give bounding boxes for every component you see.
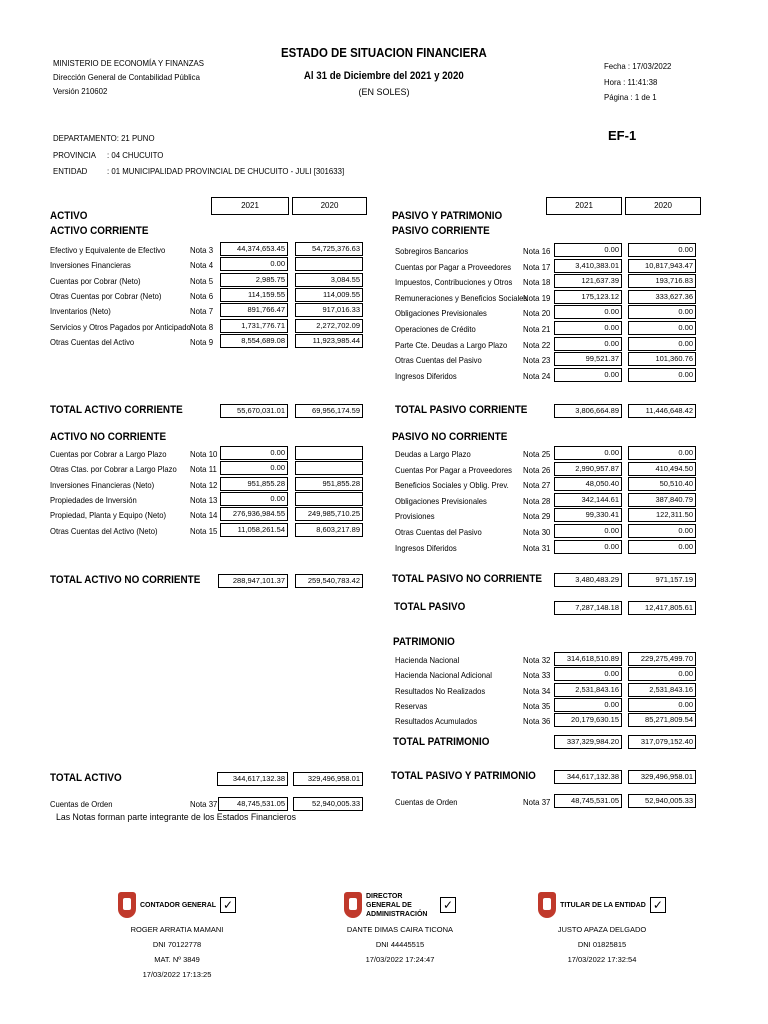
row-value-2021: 121,637.39 xyxy=(554,274,622,288)
signature-director xyxy=(300,888,500,967)
row-label: Otras Cuentas por Cobrar (Neto) xyxy=(50,290,162,301)
total-pasivo-no-corriente-2020: 971,157.19 xyxy=(628,573,696,587)
row-nota: Nota 13 xyxy=(190,494,218,505)
signer-matricula: MAT. Nº 3849 xyxy=(154,955,200,964)
row-value-2020: 114,009.55 xyxy=(295,288,363,302)
row-value-2020: 85,271,809.54 xyxy=(628,713,696,727)
row-label: Inversiones Financieras xyxy=(50,260,131,271)
version-label: Versión 210602 xyxy=(53,86,108,96)
signature-role: TITULAR DE LA ENTIDAD xyxy=(560,901,646,909)
row-value-2021: 20,179,630.15 xyxy=(554,713,622,727)
row-value-2020: 0.00 xyxy=(628,337,696,351)
row-nota: Nota 36 xyxy=(523,716,551,727)
row-label: Propiedades de Inversión xyxy=(50,494,137,505)
row-nota: Nota 20 xyxy=(523,308,551,319)
row-nota: Nota 30 xyxy=(523,527,551,537)
row-value-2020: 917,016.33 xyxy=(295,303,363,317)
row-value-2020: 410,494.50 xyxy=(628,462,696,476)
entity-value: : 01 MUNICIPALIDAD PROVINCIAL DE CHUCUITO - JULI [301633] xyxy=(107,166,345,176)
row-label: Inversiones Financieras (Neto) xyxy=(50,479,155,490)
row-label: Cuentas por Cobrar (Neto) xyxy=(50,275,141,286)
row-label: Sobregiros Bancarios xyxy=(395,246,469,256)
total-pasivo-corriente-label: TOTAL PASIVO CORRIENTE xyxy=(395,404,528,416)
row-value-2021: 99,521.37 xyxy=(554,352,622,366)
row-nota: Nota 5 xyxy=(190,275,214,286)
row-value-2021: 3,410,383.01 xyxy=(554,259,622,273)
year-header-2020-right: 2020 xyxy=(625,197,701,215)
row-label: Servicios y Otros Pagados por Anticipado xyxy=(50,321,191,332)
footnote: Las Notas forman parte integrante de los Estados Financieros xyxy=(56,812,297,823)
activo-heading: ACTIVO xyxy=(50,210,88,222)
row-label: Otras Cuentas del Pasivo xyxy=(395,355,482,366)
signature-role: DIRECTOR GENERAL DE ADMINISTRACIÓN xyxy=(366,892,428,918)
year-header-2020-left: 2020 xyxy=(292,197,367,215)
signature-logo xyxy=(300,888,500,922)
cuentas-orden-left-2021: 48,745,531.05 xyxy=(218,797,288,811)
row-value-2020: 229,275,499.70 xyxy=(628,652,696,666)
row-value-2020: 0.00 xyxy=(628,368,696,382)
date-label: Fecha : 17/03/2022 xyxy=(604,61,672,71)
total-pasivo-2021: 7,287,148.18 xyxy=(554,601,622,615)
signer-timestamp: 17/03/2022 17:24:47 xyxy=(365,955,435,964)
row-value-2020: 387,840.79 xyxy=(628,493,696,507)
row-value-2021: 342,144.61 xyxy=(554,493,622,507)
row-label: Otras Cuentas del Activo (Neto) xyxy=(50,525,158,536)
row-value-2021: 0.00 xyxy=(554,446,622,460)
row-value-2020: 333,627.36 xyxy=(628,290,696,304)
row-value-2020: 249,985,710.25 xyxy=(295,507,363,521)
signer-timestamp: 17/03/2022 17:13:25 xyxy=(142,970,212,979)
row-label: Hacienda Nacional xyxy=(395,655,460,665)
row-nota: Nota 24 xyxy=(523,370,551,381)
row-value-2020: 101,360.76 xyxy=(628,352,696,366)
total-activo-corriente-label: TOTAL ACTIVO CORRIENTE xyxy=(50,404,183,416)
row-value-2020: 0.00 xyxy=(628,243,696,257)
row-value-2020: 8,603,217.89 xyxy=(295,523,363,537)
patrimonio-heading: PATRIMONIO xyxy=(393,636,455,648)
directorate-name: Dirección General de Contabilidad Pública xyxy=(53,72,200,82)
row-nota: Nota 21 xyxy=(523,324,551,334)
row-nota: Nota 11 xyxy=(190,464,217,475)
row-value-2021: 1,731,776.71 xyxy=(220,319,288,333)
signer-timestamp: 17/03/2022 17:32:54 xyxy=(567,955,637,964)
checkmark-icon: ✓ xyxy=(220,897,236,913)
row-nota: Nota 29 xyxy=(523,511,551,522)
row-label: Propiedad, Planta y Equipo (Neto) xyxy=(50,510,167,521)
total-pasivo-patrimonio-label: TOTAL PASIVO Y PATRIMONIO xyxy=(391,770,536,782)
row-nota: Nota 33 xyxy=(523,670,551,681)
row-value-2020: 3,084.55 xyxy=(295,273,363,287)
signature-titular xyxy=(502,888,702,967)
activo-corriente-heading: ACTIVO CORRIENTE xyxy=(50,225,149,237)
row-label: Cuentas Por Pagar a Proveedores xyxy=(395,464,512,475)
row-nota: Nota 12 xyxy=(190,479,218,490)
time-label: Hora : 11:41:38 xyxy=(604,77,658,87)
total-pasivo-corriente-2021: 3,806,664.89 xyxy=(554,404,622,418)
row-value-2021: 114,159.55 xyxy=(220,288,288,302)
year-header-2021-right: 2021 xyxy=(546,197,622,215)
cuentas-orden-right-label: Cuentas de Orden xyxy=(395,797,458,807)
row-nota: Nota 3 xyxy=(190,245,214,255)
row-value-2020: 0.00 xyxy=(628,524,696,538)
row-value-2021: 0.00 xyxy=(554,368,622,382)
cuentas-orden-right-nota: Nota 37 xyxy=(523,797,551,807)
row-label: Beneficios Sociales y Oblig. Prev. xyxy=(395,480,509,491)
ministry-name: MINISTERIO DE ECONOMÍA Y FINANZAS xyxy=(53,58,204,68)
row-nota: Nota 28 xyxy=(523,495,551,506)
row-nota: Nota 31 xyxy=(523,542,551,553)
row-value-2021: 44,374,653.45 xyxy=(220,242,288,256)
total-pasivo-label: TOTAL PASIVO xyxy=(394,601,466,613)
row-value-2021: 175,123.12 xyxy=(554,290,622,304)
row-value-2020: 193,716.83 xyxy=(628,274,696,288)
row-value-2021: 0.00 xyxy=(554,243,622,257)
row-nota: Nota 34 xyxy=(523,685,551,696)
cuentas-orden-right-2020: 52,940,005.33 xyxy=(628,794,696,808)
row-label: Efectivo y Equivalente de Efectivo xyxy=(50,245,166,255)
row-label: Remuneraciones y Beneficios Sociales xyxy=(395,292,528,303)
row-value-2020: 2,531,843.16 xyxy=(628,683,696,697)
row-value-2020: 0.00 xyxy=(628,446,696,460)
row-value-2021: 48,050.40 xyxy=(554,477,622,491)
row-value-2021: 0.00 xyxy=(554,321,622,335)
row-nota: Nota 17 xyxy=(523,261,551,272)
page-title: ESTADO DE SITUACION FINANCIERA xyxy=(281,45,487,60)
row-label: Parte Cte. Deudas a Largo Plazo xyxy=(395,339,508,350)
row-label: Otras Cuentas del Pasivo xyxy=(395,527,482,537)
cuentas-orden-left-label: Cuentas de Orden xyxy=(50,799,113,809)
row-label: Impuestos, Contribuciones y Otros xyxy=(395,277,513,288)
row-value-2021: 0.00 xyxy=(220,257,288,271)
row-value-2021: 2,985.75 xyxy=(220,273,288,287)
row-value-2020: 0.00 xyxy=(628,698,696,712)
row-value-2020: 50,510.40 xyxy=(628,477,696,491)
row-value-2021: 314,618,510.89 xyxy=(554,652,622,666)
row-label: Otras Cuentas del Activo xyxy=(50,336,135,347)
row-label: Reservas xyxy=(395,700,428,711)
total-activo-label: TOTAL ACTIVO xyxy=(50,772,122,784)
row-label: Cuentas por Cobrar a Largo Plazo xyxy=(50,449,167,459)
row-nota: Nota 8 xyxy=(190,321,214,332)
cuentas-orden-right-2021: 48,745,531.05 xyxy=(554,794,622,808)
total-pasivo-patrimonio-2021: 344,617,132.38 xyxy=(554,770,622,784)
row-nota: Nota 15 xyxy=(190,525,218,536)
row-nota: Nota 19 xyxy=(523,292,551,303)
row-label: Obligaciones Previsionales xyxy=(395,308,487,319)
row-label: Hacienda Nacional Adicional xyxy=(395,670,492,681)
row-value-2021: 2,990,957.87 xyxy=(554,462,622,476)
signer-dni: DNI 70122778 xyxy=(152,940,202,949)
row-nota: Nota 25 xyxy=(523,449,551,459)
total-activo-2021: 344,617,132.38 xyxy=(217,772,288,786)
checkmark-icon: ✓ xyxy=(650,897,666,913)
page-number: Página : 1 de 1 xyxy=(604,92,657,102)
row-nota: Nota 27 xyxy=(523,480,551,491)
row-nota: Nota 26 xyxy=(523,464,551,475)
row-label: Otras Ctas. por Cobrar a Largo Plazo xyxy=(50,464,177,475)
total-pasivo-corriente-2020: 11,446,648.42 xyxy=(628,404,696,418)
peru-shield-icon xyxy=(118,892,136,918)
signer-dni: DNI 44445515 xyxy=(375,940,425,949)
total-activo-2020: 329,496,958.01 xyxy=(293,772,363,786)
province-label: PROVINCIA xyxy=(53,150,97,160)
row-value-2020: 10,817,943.47 xyxy=(628,259,696,273)
units-label: (EN SOLES) xyxy=(358,87,410,97)
row-value-2020: 2,272,702.09 xyxy=(295,319,363,333)
total-patrimonio-2020: 317,079,152.40 xyxy=(628,735,696,749)
peru-shield-icon xyxy=(344,892,362,918)
row-nota: Nota 32 xyxy=(523,655,551,665)
row-value-2021: 11,058,261.54 xyxy=(220,523,288,537)
signer-name: ROGER ARRATIA MAMANI xyxy=(130,925,224,934)
signature-logo xyxy=(77,888,277,922)
total-patrimonio-2021: 337,329,984.20 xyxy=(554,735,622,749)
total-activo-no-corriente-label: TOTAL ACTIVO NO CORRIENTE xyxy=(50,574,201,586)
row-nota: Nota 10 xyxy=(190,449,218,459)
row-value-2021: 0.00 xyxy=(220,492,288,506)
total-activo-no-corriente-2021: 288,947,101.37 xyxy=(218,574,288,588)
total-activo-corriente-2020: 69,956,174.59 xyxy=(295,404,363,418)
total-activo-corriente-2021: 55,670,031.01 xyxy=(220,404,288,418)
total-activo-no-corriente-2020: 259,540,783.42 xyxy=(295,574,363,588)
row-value-2020 xyxy=(295,461,363,475)
province-value: : 04 CHUCUITO xyxy=(107,150,164,160)
row-label: Operaciones de Crédito xyxy=(395,324,476,334)
total-pasivo-patrimonio-2020: 329,496,958.01 xyxy=(628,770,696,784)
row-value-2021: 99,330.41 xyxy=(554,508,622,522)
row-label: Inventarios (Neto) xyxy=(50,306,111,317)
row-nota: Nota 18 xyxy=(523,277,551,288)
checkmark-icon: ✓ xyxy=(440,897,456,913)
activo-no-corriente-heading: ACTIVO NO CORRIENTE xyxy=(50,431,167,443)
row-value-2021: 0.00 xyxy=(554,305,622,319)
row-label: Resultados No Realizados xyxy=(395,685,486,696)
row-nota: Nota 6 xyxy=(190,290,214,301)
row-value-2021: 891,766.47 xyxy=(220,303,288,317)
peru-shield-icon xyxy=(538,892,556,918)
entity-label: ENTIDAD xyxy=(53,166,88,176)
row-value-2021: 0.00 xyxy=(220,461,288,475)
row-nota: Nota 4 xyxy=(190,260,214,271)
row-value-2020: 0.00 xyxy=(628,321,696,335)
row-nota: Nota 16 xyxy=(523,246,551,256)
row-value-2020 xyxy=(295,492,363,506)
row-nota: Nota 22 xyxy=(523,339,551,350)
row-label: Deudas a Largo Plazo xyxy=(395,449,471,459)
cuentas-orden-left-2020: 52,940,005.33 xyxy=(293,797,363,811)
row-value-2021: 276,936,984.55 xyxy=(220,507,288,521)
row-value-2021: 0.00 xyxy=(554,337,622,351)
row-value-2020 xyxy=(295,446,363,460)
signature-contador xyxy=(77,888,277,982)
row-value-2020: 0.00 xyxy=(628,540,696,554)
row-value-2020: 951,855.28 xyxy=(295,477,363,491)
row-nota: Nota 7 xyxy=(190,306,214,317)
row-value-2021: 0.00 xyxy=(554,698,622,712)
signature-logo xyxy=(502,888,702,922)
signature-role: CONTADOR GENERAL xyxy=(139,901,217,909)
department-label: DEPARTAMENTO: 21 PUNO xyxy=(53,133,155,143)
row-value-2021: 951,855.28 xyxy=(220,477,288,491)
pasivo-patrimonio-heading: PASIVO Y PATRIMONIO xyxy=(392,210,503,222)
row-value-2020: 0.00 xyxy=(628,305,696,319)
row-label: Ingresos Diferidos xyxy=(395,542,457,553)
row-value-2020: 11,923,985.44 xyxy=(295,334,363,348)
row-value-2021: 0.00 xyxy=(220,446,288,460)
pasivo-corriente-heading: PASIVO CORRIENTE xyxy=(392,225,490,237)
signer-name: JUSTO APAZA DELGADO xyxy=(557,925,647,934)
row-label: Resultados Acumulados xyxy=(395,716,478,727)
row-label: Ingresos Diferidos xyxy=(395,370,457,381)
page-subtitle: Al 31 de Diciembre del 2021 y 2020 xyxy=(304,70,464,82)
row-value-2021: 0.00 xyxy=(554,667,622,681)
row-value-2020: 122,311.50 xyxy=(628,508,696,522)
row-label: Obligaciones Previsionales xyxy=(395,495,487,506)
row-value-2021: 2,531,843.16 xyxy=(554,683,622,697)
row-value-2020: 54,725,376.63 xyxy=(295,242,363,256)
total-pasivo-no-corriente-label: TOTAL PASIVO NO CORRIENTE xyxy=(392,573,542,585)
signer-name: DANTE DIMAS CAIRA TICONA xyxy=(346,925,454,934)
pasivo-no-corriente-heading: PASIVO NO CORRIENTE xyxy=(392,431,508,443)
cuentas-orden-left-nota: Nota 37 xyxy=(190,799,218,809)
total-patrimonio-label: TOTAL PATRIMONIO xyxy=(393,736,490,748)
row-value-2021: 0.00 xyxy=(554,540,622,554)
row-label: Provisiones xyxy=(395,511,435,522)
report-code: EF-1 xyxy=(608,128,637,143)
row-value-2021: 0.00 xyxy=(554,524,622,538)
row-nota: Nota 35 xyxy=(523,700,551,711)
row-label: Cuentas por Pagar a Proveedores xyxy=(395,261,512,272)
row-value-2020: 0.00 xyxy=(628,667,696,681)
signer-dni: DNI 01825815 xyxy=(577,940,627,949)
row-value-2021: 8,554,689.08 xyxy=(220,334,288,348)
row-nota: Nota 14 xyxy=(190,510,218,521)
total-pasivo-no-corriente-2021: 3,480,483.29 xyxy=(554,573,622,587)
total-pasivo-2020: 12,417,805.61 xyxy=(628,601,696,615)
row-value-2020 xyxy=(295,257,363,271)
row-nota: Nota 23 xyxy=(523,355,551,366)
row-nota: Nota 9 xyxy=(190,336,214,347)
year-header-2021-left: 2021 xyxy=(211,197,289,215)
